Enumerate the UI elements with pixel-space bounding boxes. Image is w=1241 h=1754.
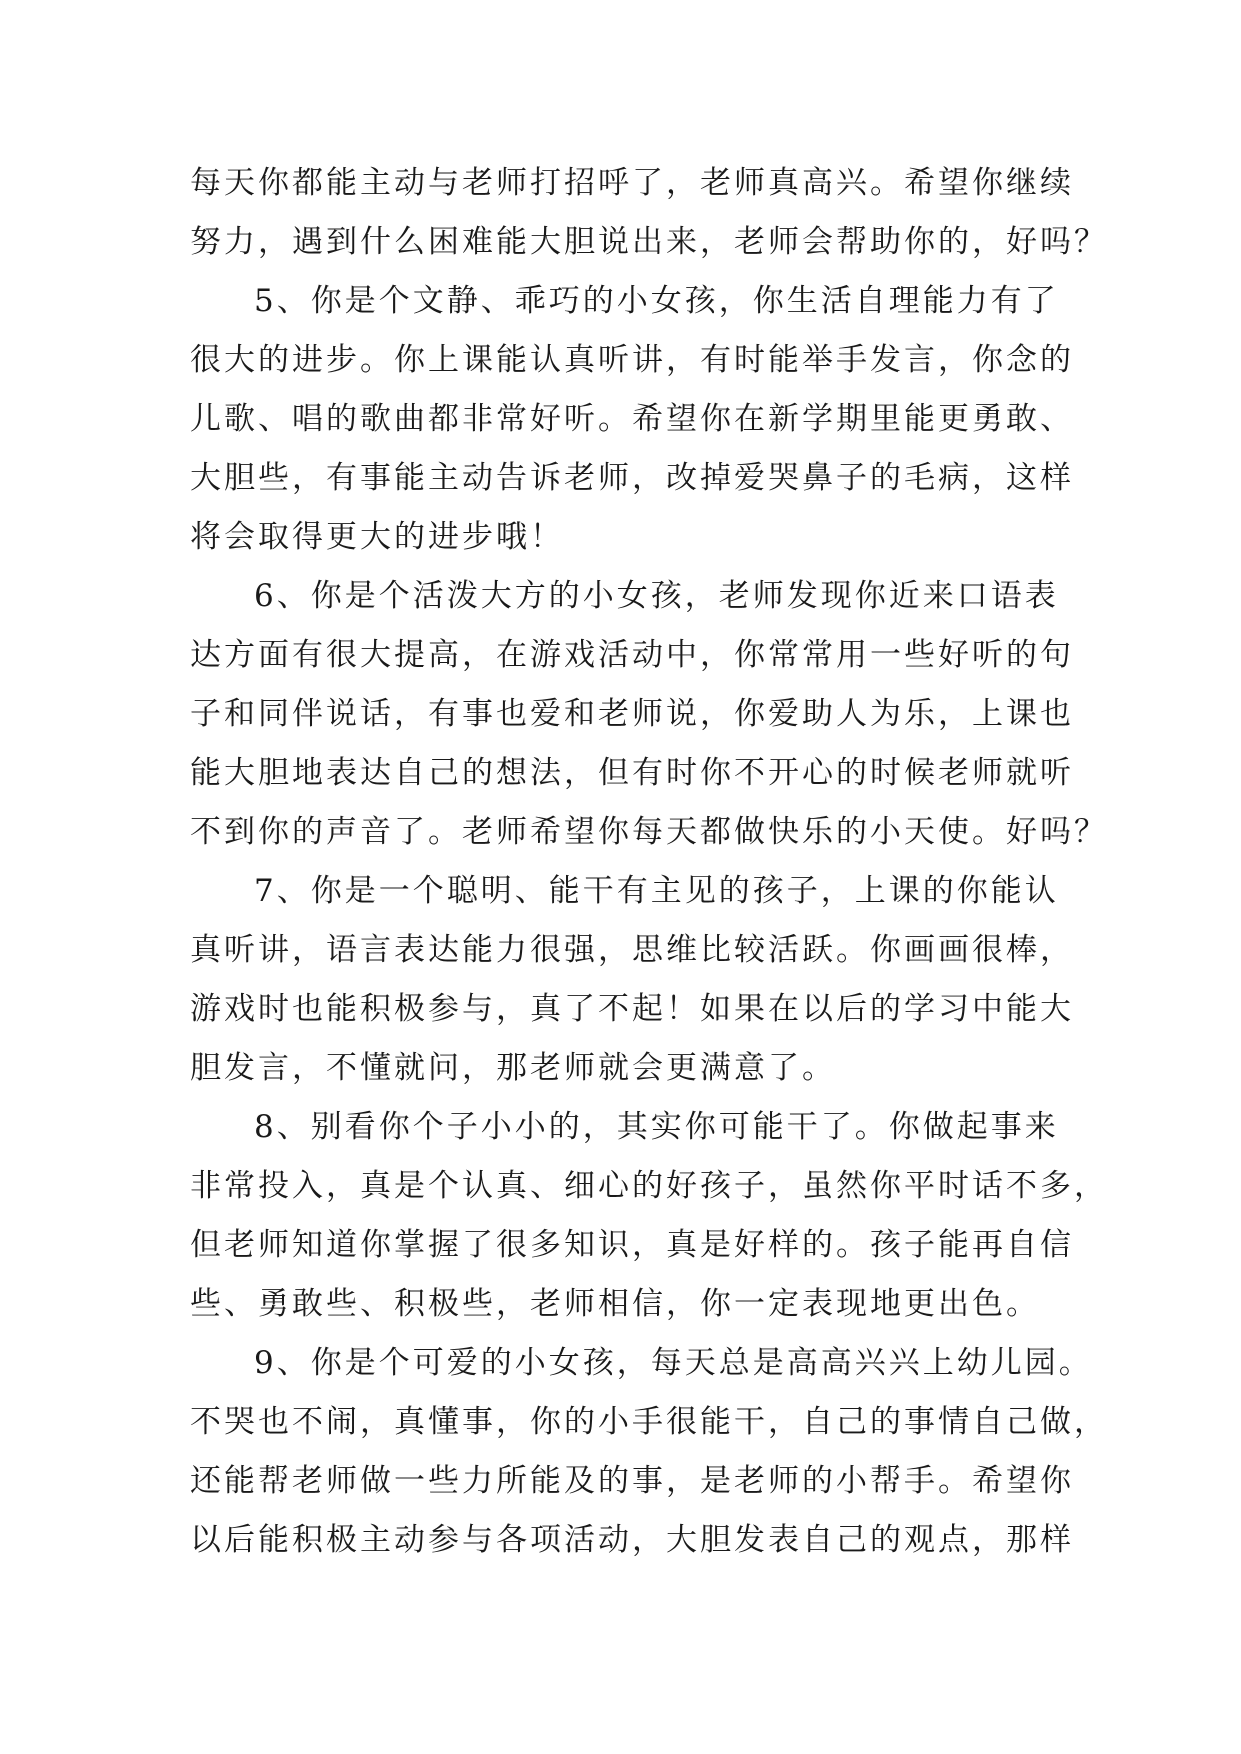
text-line: 还能帮老师做一些力所能及的事，是老师的小帮手。希望你 xyxy=(190,1463,1074,1499)
text-line: 子和同伴说话，有事也爱和老师说，你爱助人为乐，上课也 xyxy=(190,696,1074,732)
paragraph-start-line: 9、你是个可爱的小女孩，每天总是高高兴兴上幼儿园。 xyxy=(254,1345,1093,1381)
paragraph-start-line: 5、你是个文静、乖巧的小女孩，你生活自理能力有了 xyxy=(254,283,1059,319)
text-line: 非常投入，真是个认真、细心的好孩子，虽然你平时话不多， xyxy=(190,1168,1108,1204)
text-line: 些、勇敢些、积极些，老师相信，你一定表现地更出色。 xyxy=(190,1286,1040,1322)
text-line: 每天你都能主动与老师打招呼了，老师真高兴。希望你继续 xyxy=(190,165,1074,201)
paragraph-start-line: 8、别看你个子小小的，其实你可能干了。你做起事来 xyxy=(254,1109,1059,1145)
text-line: 以后能积极主动参与各项活动，大胆发表自己的观点，那样 xyxy=(190,1522,1074,1558)
text-line: 能大胆地表达自己的想法，但有时你不开心的时候老师就听 xyxy=(190,755,1074,791)
text-line: 胆发言，不懂就问，那老师就会更满意了。 xyxy=(190,1050,836,1086)
text-line: 儿歌、唱的歌曲都非常好听。希望你在新学期里能更勇敢、 xyxy=(190,401,1074,437)
text-line: 游戏时也能积极参与，真了不起！如果在以后的学习中能大 xyxy=(190,991,1074,1027)
paragraph-start-line: 6、你是个活泼大方的小女孩，老师发现你近来口语表 xyxy=(254,578,1059,614)
text-line: 很大的进步。你上课能认真听讲，有时能举手发言，你念的 xyxy=(190,342,1074,378)
text-line: 但老师知道你掌握了很多知识，真是好样的。孩子能再自信 xyxy=(190,1227,1074,1263)
text-line: 努力，遇到什么困难能大胆说出来，老师会帮助你的，好吗？ xyxy=(190,224,1108,260)
text-line: 达方面有很大提高，在游戏活动中，你常常用一些好听的句 xyxy=(190,637,1074,673)
paragraph-start-line: 7、你是一个聪明、能干有主见的孩子，上课的你能认 xyxy=(254,873,1059,909)
text-line: 将会取得更大的进步哦！ xyxy=(190,519,564,555)
body-text xyxy=(190,154,1108,1570)
text-line: 真听讲，语言表达能力很强，思维比较活跃。你画画很棒， xyxy=(190,932,1074,968)
text-line: 不到你的声音了。老师希望你每天都做快乐的小天使。好吗？ xyxy=(190,814,1108,850)
text-line: 大胆些，有事能主动告诉老师，改掉爱哭鼻子的毛病，这样 xyxy=(190,460,1074,496)
text-line: 不哭也不闹，真懂事，你的小手很能干，自己的事情自己做， xyxy=(190,1404,1108,1440)
